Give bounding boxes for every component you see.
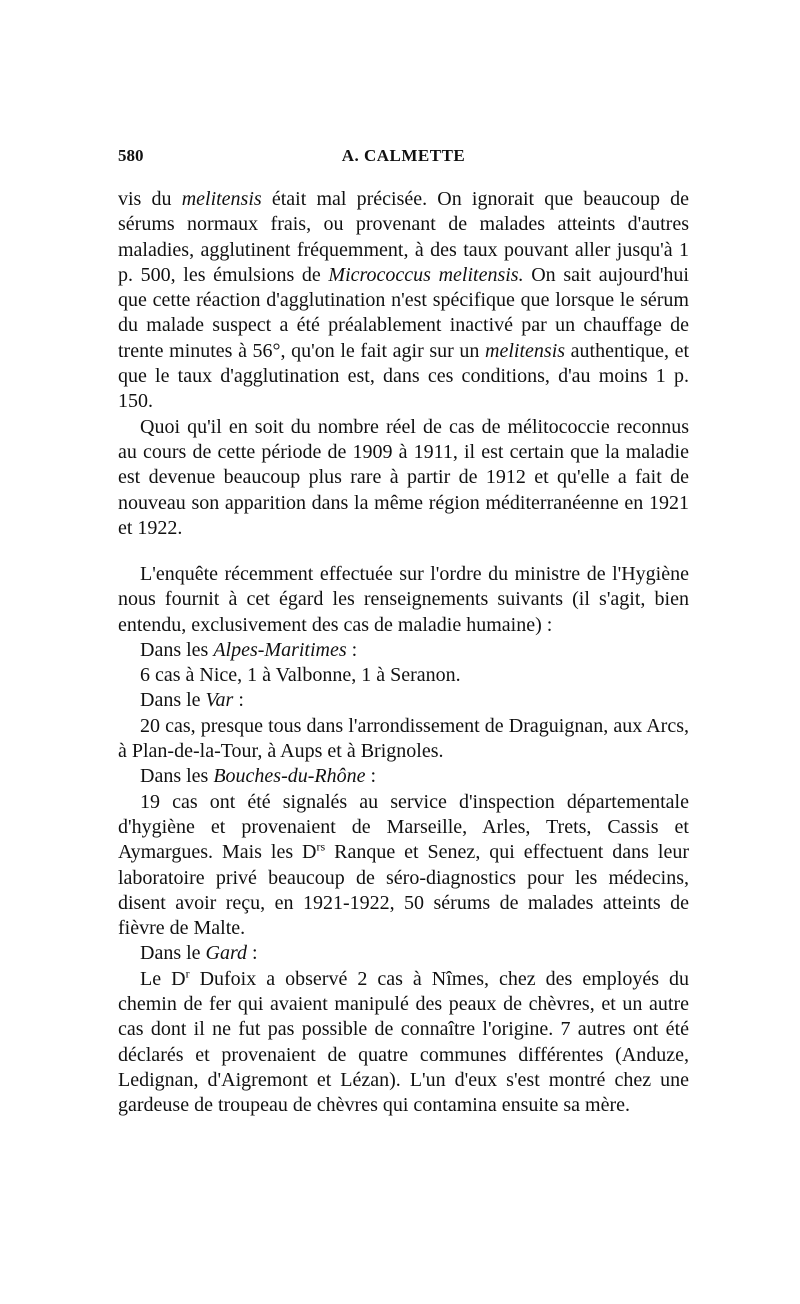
heading-bouches-du-rhone: Dans les Bouches-du-Rhône :: [140, 765, 377, 788]
paragraph-gard: Le $D^r$ Dufoix a observé 2 cas à Nîmes, chez des employés du chemin de fer qui avaient manipulé des peaux de chèvres, et un autre cas dont il ne fut pas possible de connaître l'origine. 7 autres ont été déclarés et provenaient de quatre communes différentes (Anduze, Ledignan, d'Aigremont et Lézan). L'un d'eux s'est montré chez une gardeuse de troupeau de chèvres qui contamina ensuite sa mère.: [118, 966, 689, 1117]
running-head: A. CALMETTE: [341, 146, 466, 165]
paragraph-var: 20 cas, presque tous dans l'arrondissement de Draguignan, aux Arcs, à Plan-de-la-Tour, à Aups et à Brignoles.: [118, 714, 689, 763]
paragraph-melitococcie: Quoi qu'il en soit du nombre réel de cas de mélitococcie reconnus au cours de cette période de 1909 à 1911, il est certain que la maladie est devenue beaucoup plus rare à partir de 1912 et qu'elle a fait de nouveau son apparition dans la même région méditerranéenne en 1921 et 1922.: [118, 415, 689, 539]
paragraph-alpes-maritimes: 6 cas à Nice, 1 à Valbonne, 1 à Seranon.: [140, 664, 461, 687]
text-block-1: [118, 187, 689, 541]
heading-var: Dans le Var :: [140, 689, 244, 712]
paragraph-enquete: L'enquête récemment effectuée sur l'ordre du ministre de l'Hygiène nous fournit à cet égard les renseignements suivants (il s'agit, bien entendu, exclusivement des cas de maladie humaine) :: [118, 563, 689, 636]
text-block-2: [118, 562, 689, 1119]
heading-alpes-maritimes: Dans les Alpes-Maritimes :: [140, 638, 358, 661]
paragraph-agglutination: vis du melitensis était mal précisée. On ignorait que beaucoup de sérums normaux frais, ou provenant de malades atteints d'autres maladies, agglutinent fréquemment, à des taux pouvant aller jusqu'à 1 p. 500, les émulsions de Micrococcus melitensis. On sait aujourd'hui que cette réaction d'agglutination n'est spécifique que lorsque le sérum du malade suspect a été préalablement inactivé par un chauffage de trente minutes à 56°, qu'on le fait agir sur un melitensis authentique, et que le taux d'agglutination est, dans ces conditions, d'au moins 1 p. 150.: [118, 188, 689, 413]
paragraph-bouches-du-rhone: 19 cas ont été signalés au service d'inspection départementale d'hygiène et provenaient de Marseille, Arles, Trets, Cassis et Aymargues. Mais les $D^{rs}$ Ranque et Senez, qui effectuent dans leur laboratoire privé beaucoup de séro-diagnostics pour les médecins, disent avoir reçu, en 1921-1922, 50 sérums de malades atteints de fièvre de Malte.: [118, 790, 689, 940]
heading-gard: Dans le Gard :: [140, 942, 258, 965]
page-header: [118, 146, 689, 176]
page-number: 580: [118, 146, 144, 165]
